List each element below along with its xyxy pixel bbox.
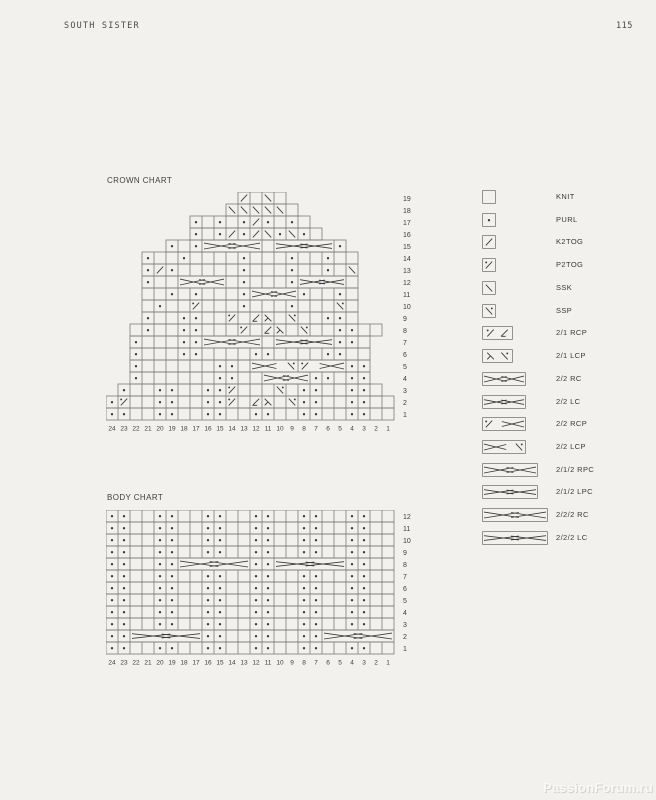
page-number: 115: [616, 21, 633, 31]
svg-text:5: 5: [403, 364, 407, 372]
svg-text:22: 22: [132, 425, 140, 433]
svg-text:11: 11: [264, 425, 272, 433]
svg-text:19: 19: [168, 659, 176, 667]
svg-text:14: 14: [403, 256, 411, 264]
svg-text:12: 12: [403, 280, 411, 288]
svg-text:15: 15: [403, 244, 411, 252]
legend-symbol-rc: [482, 463, 538, 477]
svg-text:16: 16: [204, 659, 212, 667]
legend-symbol-rc: [482, 508, 548, 522]
legend-item: [482, 440, 586, 454]
running-header: SOUTH SISTER: [64, 21, 140, 31]
legend-label: SSP: [556, 305, 573, 315]
svg-text:2: 2: [374, 659, 378, 667]
svg-text:8: 8: [302, 659, 306, 667]
svg-text:1: 1: [403, 412, 407, 420]
svg-text:6: 6: [326, 659, 330, 667]
svg-text:5: 5: [403, 598, 407, 606]
legend-item: [482, 417, 588, 431]
svg-text:9: 9: [403, 316, 407, 324]
legend-label: 2/2 RCP: [556, 419, 588, 429]
stitch-legend: [482, 190, 652, 550]
svg-text:19: 19: [168, 425, 176, 433]
svg-text:4: 4: [403, 610, 407, 618]
legend-label: P2TOG: [556, 260, 584, 270]
legend-item: [482, 395, 581, 409]
svg-text:12: 12: [252, 425, 260, 433]
svg-text:6: 6: [326, 425, 330, 433]
watermark: PassionForum.ru: [543, 780, 653, 795]
svg-text:24: 24: [108, 659, 116, 667]
legend-symbol-rcp21: [482, 326, 513, 340]
legend-label: 2/2/2 LC: [556, 532, 588, 542]
svg-text:18: 18: [180, 659, 188, 667]
legend-item: [482, 531, 588, 545]
legend-label: KNIT: [556, 192, 575, 201]
svg-text:4: 4: [350, 659, 354, 667]
svg-text:22: 22: [132, 659, 140, 667]
legend-label: 2/2 LC: [556, 396, 581, 406]
svg-text:9: 9: [290, 425, 294, 433]
svg-text:18: 18: [403, 208, 411, 216]
svg-text:7: 7: [403, 340, 407, 348]
svg-text:9: 9: [403, 550, 407, 558]
svg-text:3: 3: [362, 659, 366, 667]
svg-text:4: 4: [350, 425, 354, 433]
legend-symbol-sp: [482, 304, 496, 318]
legend-symbol-p: [482, 213, 496, 227]
legend-label: 2/2 LCP: [556, 442, 586, 452]
svg-text:2: 2: [403, 400, 407, 408]
svg-text:11: 11: [264, 659, 272, 667]
svg-text:4: 4: [403, 376, 407, 384]
legend-item: [482, 326, 588, 340]
svg-text:23: 23: [120, 425, 128, 433]
body-chart-grid: [106, 510, 426, 672]
legend-label: 2/1/2 RPC: [556, 464, 595, 474]
svg-text:14: 14: [228, 659, 236, 667]
svg-text:20: 20: [156, 425, 164, 433]
legend-symbol-p2: [482, 258, 496, 272]
crown-chart-grid: [106, 192, 426, 438]
svg-text:17: 17: [192, 659, 200, 667]
legend-item: [482, 304, 573, 318]
legend-label: 2/1 RCP: [556, 328, 588, 338]
svg-text:18: 18: [180, 425, 188, 433]
body-chart-title: BODY CHART: [107, 493, 164, 502]
svg-text:8: 8: [403, 562, 407, 570]
legend-label: SSK: [556, 282, 573, 292]
svg-text:15: 15: [216, 425, 224, 433]
svg-text:1: 1: [403, 646, 407, 654]
svg-text:6: 6: [403, 352, 407, 360]
svg-text:10: 10: [403, 538, 411, 546]
legend-symbol-rcp: [482, 417, 526, 431]
crown-chart-title: CROWN CHART: [107, 176, 173, 185]
legend-symbol-lc: [482, 395, 526, 409]
svg-text:1: 1: [386, 425, 390, 433]
svg-text:20: 20: [156, 659, 164, 667]
svg-text:3: 3: [403, 622, 407, 630]
svg-text:23: 23: [120, 659, 128, 667]
svg-text:17: 17: [192, 425, 200, 433]
svg-text:12: 12: [252, 659, 260, 667]
legend-label: 2/2/2 RC: [556, 510, 589, 520]
svg-text:2: 2: [403, 634, 407, 642]
legend-symbol-sl: [482, 235, 496, 249]
svg-text:7: 7: [314, 425, 318, 433]
svg-text:5: 5: [338, 659, 342, 667]
svg-text:8: 8: [302, 425, 306, 433]
legend-label: K2TOG: [556, 237, 584, 247]
legend-item: [482, 349, 586, 363]
legend-item: [482, 508, 589, 522]
svg-text:9: 9: [290, 659, 294, 667]
legend-symbol-rc: [482, 372, 526, 386]
svg-text:16: 16: [204, 425, 212, 433]
svg-text:11: 11: [403, 526, 411, 534]
svg-text:24: 24: [108, 425, 116, 433]
svg-text:17: 17: [403, 220, 411, 228]
legend-symbol-k: [482, 190, 496, 204]
legend-symbol-bs: [482, 281, 496, 295]
svg-text:13: 13: [240, 425, 248, 433]
svg-text:21: 21: [144, 659, 152, 667]
svg-text:6: 6: [403, 586, 407, 594]
svg-text:3: 3: [362, 425, 366, 433]
legend-item: [482, 372, 582, 386]
legend-label: PURL: [556, 214, 578, 224]
svg-text:21: 21: [144, 425, 152, 433]
legend-label: 2/1/2 LPC: [556, 487, 593, 497]
svg-text:11: 11: [403, 292, 411, 300]
svg-text:12: 12: [403, 514, 411, 522]
legend-item: [482, 485, 593, 499]
svg-text:5: 5: [338, 425, 342, 433]
svg-text:15: 15: [216, 659, 224, 667]
svg-text:7: 7: [314, 659, 318, 667]
svg-text:3: 3: [403, 388, 407, 396]
legend-symbol-lc: [482, 531, 548, 545]
legend-symbol-lcp21: [482, 349, 513, 363]
svg-text:2: 2: [374, 425, 378, 433]
legend-item: [482, 258, 584, 272]
svg-text:10: 10: [276, 659, 284, 667]
svg-text:14: 14: [228, 425, 236, 433]
legend-item: [482, 463, 595, 477]
body-chart: [106, 510, 426, 672]
svg-text:16: 16: [403, 232, 411, 240]
svg-text:13: 13: [403, 268, 411, 276]
crown-chart: [106, 192, 426, 438]
svg-text:8: 8: [403, 328, 407, 336]
legend-label: 2/1 LCP: [556, 351, 586, 361]
legend-label: 2/2 RC: [556, 373, 582, 383]
svg-text:7: 7: [403, 574, 407, 582]
svg-text:10: 10: [276, 425, 284, 433]
legend-item: [482, 281, 573, 295]
legend-item: [482, 190, 575, 204]
svg-text:13: 13: [240, 659, 248, 667]
legend-item: [482, 235, 584, 249]
svg-text:19: 19: [403, 196, 411, 204]
legend-symbol-lcp: [482, 440, 526, 454]
svg-text:10: 10: [403, 304, 411, 312]
legend-symbol-lc: [482, 485, 538, 499]
legend-item: [482, 213, 578, 227]
svg-text:1: 1: [386, 659, 390, 667]
